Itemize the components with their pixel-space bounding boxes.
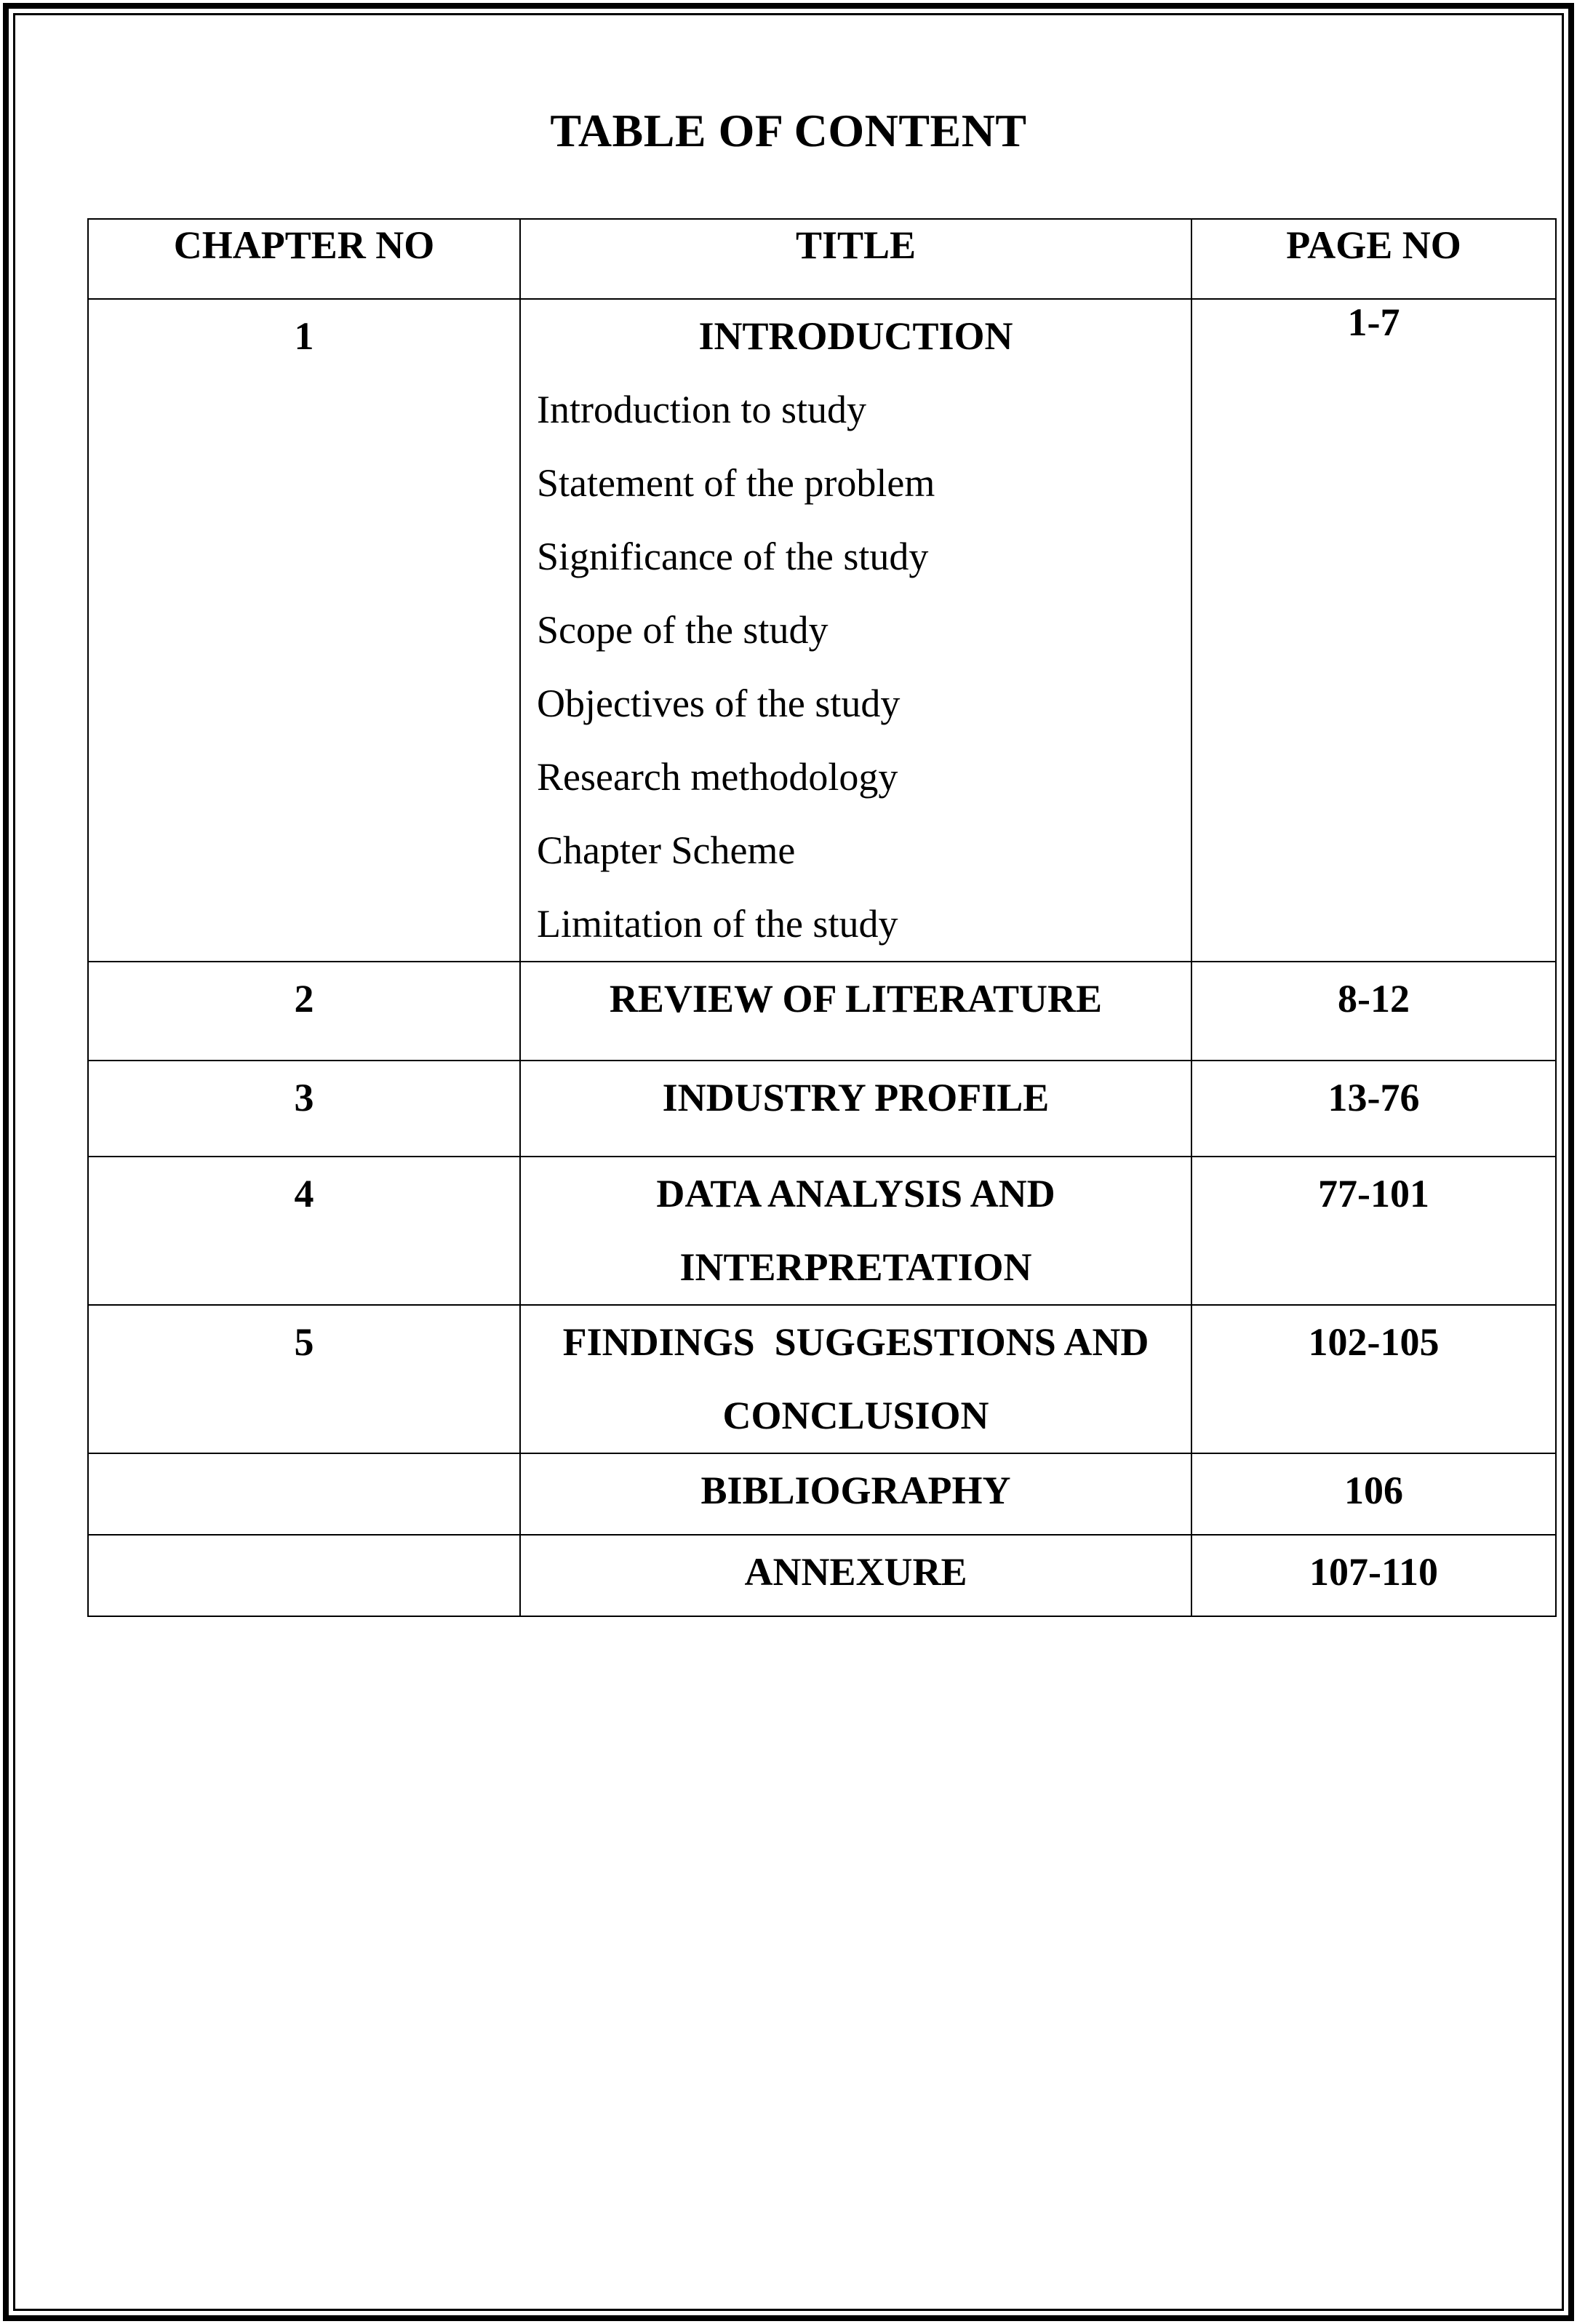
chapter-title: REVIEW OF LITERATURE (609, 977, 1103, 1021)
chapter-title: BIBLIOGRAPHY (700, 1469, 1011, 1512)
page-range: 107-110 (1309, 1550, 1438, 1594)
subsection-item: Chapter Scheme (537, 828, 796, 872)
chapter-title-line: INTERPRETATION (679, 1245, 1032, 1289)
table-header-row (88, 219, 1556, 299)
table-row (88, 962, 1556, 1061)
table-row (88, 1061, 1556, 1157)
header-page-no: PAGE NO (1191, 219, 1556, 299)
chapter-number-cell (88, 1535, 520, 1616)
chapter-title-line: CONCLUSION (722, 1394, 989, 1437)
chapter-number-cell (88, 1061, 520, 1157)
page-range: 102-105 (1308, 1320, 1440, 1364)
chapter-title-line: FINDINGS SUGGESTIONS AND (562, 1320, 1149, 1364)
chapter-number-cell (88, 1157, 520, 1305)
subsection-item: Statement of the problem (537, 461, 935, 505)
chapter-title-line: DATA ANALYSIS AND (656, 1172, 1055, 1215)
table-of-contents (87, 218, 1557, 1617)
page-range-cell (1191, 1305, 1556, 1453)
table-row (88, 299, 1556, 962)
chapter-number-cell (88, 1453, 520, 1535)
chapter-number: 4 (294, 1172, 314, 1215)
subsection-item: Research methodology (537, 755, 898, 799)
chapter-number-cell (88, 299, 520, 962)
page-range-cell (1191, 1535, 1556, 1616)
table-row (88, 1535, 1556, 1616)
chapter-number: 5 (294, 1320, 314, 1364)
header-chapter-no: CHAPTER NO (88, 219, 520, 299)
page-range-cell (1191, 1061, 1556, 1157)
subsection-item: Scope of the study (537, 608, 829, 652)
chapter-title: INDUSTRY PROFILE (662, 1076, 1050, 1119)
chapter-number-cell (88, 1305, 520, 1453)
chapter-number: 3 (294, 1076, 314, 1119)
page-range-cell: 1-7 (1191, 299, 1556, 962)
table-row (88, 1453, 1556, 1535)
chapter-number-cell (88, 962, 520, 1061)
chapter-title-cell (520, 299, 1191, 962)
chapter-title-cell (520, 1157, 1191, 1305)
document-title: TABLE OF CONTENT (550, 105, 1027, 156)
table-row (88, 1157, 1556, 1305)
subsection-item: Objectives of the study (537, 682, 901, 725)
chapter-title-cell (520, 1453, 1191, 1535)
chapter-title-cell (520, 962, 1191, 1061)
page-range: 77-101 (1318, 1172, 1429, 1215)
chapter-number: 1 (294, 314, 314, 358)
page-range: 106 (1344, 1469, 1403, 1512)
chapter-title-cell (520, 1305, 1191, 1453)
page-range: 8-12 (1338, 977, 1410, 1021)
page-range-cell (1191, 1157, 1556, 1305)
chapter-title: ANNEXURE (744, 1550, 967, 1594)
subsection-item: Significance of the study (537, 535, 929, 578)
subsection-item: Limitation of the study (537, 902, 898, 946)
chapter-number: 2 (294, 977, 314, 1021)
chapter-title-cell (520, 1061, 1191, 1157)
page-range-cell (1191, 1453, 1556, 1535)
chapter-title: INTRODUCTION (698, 314, 1013, 358)
page-range: 13-76 (1328, 1076, 1420, 1119)
header-title: TITLE (520, 219, 1191, 299)
subsection-item: Introduction to study (537, 388, 866, 431)
table-row (88, 1305, 1556, 1453)
chapter-title-cell (520, 1535, 1191, 1616)
page-range-cell (1191, 962, 1556, 1061)
